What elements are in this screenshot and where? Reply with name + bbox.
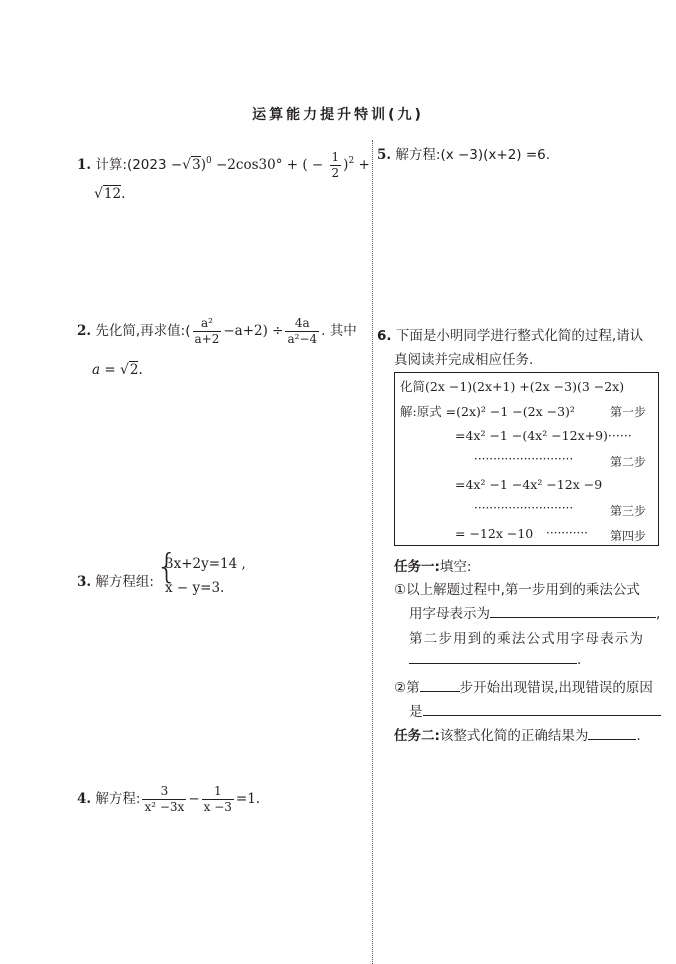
box-line-1: 化简(2x −1)(2x+1) +(2x −3)(3 −2x): [400, 379, 625, 394]
box-step-1-label: 第一步: [610, 405, 647, 419]
sqrt-icon: √: [182, 157, 192, 173]
task-1c-text: 第二步用到的乘法公式用字母表示为: [409, 631, 645, 647]
question-3-number: 3.: [77, 574, 92, 590]
box-line-2: 解:原式 =(2x)² −1 −(2x −3)²: [400, 404, 575, 419]
question-2-line2: [92, 362, 143, 378]
answer-blank-5[interactable]: [588, 727, 636, 740]
question-2-tail: . 其中: [321, 323, 357, 339]
question-2-f2-den: a²−4: [287, 332, 318, 346]
question-1-fraction: [330, 150, 342, 181]
task-1b-line: [409, 602, 660, 622]
question-2-line1: [77, 316, 357, 347]
box-line-5: =4x² −1 −4x² −12x −9: [455, 477, 603, 492]
question-2-given: a =: [92, 362, 116, 378]
box-dots-4: ···········: [546, 526, 588, 540]
question-4-f1-num: 3: [142, 784, 186, 800]
question-4-fraction1: [142, 784, 186, 815]
question-2-mid: −a+2) ÷: [223, 323, 284, 339]
question-1-number: 1.: [77, 157, 92, 173]
question-3-equation2: x − y=3.: [165, 580, 225, 596]
task-2b-line: [409, 700, 661, 720]
question-1-line1: [77, 150, 370, 181]
box-dots-3: ··························: [474, 501, 574, 515]
box-line-7: = −12x −10: [455, 526, 534, 541]
question-5-line: [377, 143, 550, 163]
question-1-line2: [94, 186, 125, 202]
task-2-title: 任务二:: [394, 728, 440, 744]
box-line-3: =4x² −1 −(4x² −12x+9)······: [455, 428, 632, 443]
question-5-number: 5.: [377, 147, 392, 163]
answer-blank-4[interactable]: [423, 703, 661, 716]
question-1-part5: +: [354, 157, 370, 173]
question-4-fraction2: [202, 784, 234, 815]
box-dots-2: ··························: [474, 452, 574, 466]
question-1-exp0: 0: [205, 156, 212, 166]
question-3-text: 解方程组:: [95, 574, 154, 590]
question-2-f1-den: a+2: [194, 332, 220, 346]
task-1d-end: .: [577, 652, 582, 668]
box-step-4-label: 第四步: [610, 529, 647, 543]
page-title: 运算能力提升特训(九): [252, 107, 424, 123]
question-2-f2-num: 4a: [285, 316, 319, 332]
task-1a-text: ①以上解题过程中,第一步用到的乘法公式: [394, 582, 640, 598]
question-3-system: [156, 547, 256, 600]
question-6-number: 6.: [377, 328, 392, 344]
question-1-fraction-num: 1: [331, 150, 340, 164]
task-1b-end: ,: [656, 606, 661, 622]
sqrt-icon: √: [94, 186, 103, 202]
answer-blank-1[interactable]: [490, 605, 656, 618]
question-2-end: .: [138, 362, 143, 378]
answer-blank-3[interactable]: [420, 679, 460, 692]
task-2a-post: 步开始出现错误,出现错误的原因: [459, 680, 653, 696]
task-1d-line: [409, 651, 581, 668]
answer-blank-2[interactable]: [409, 651, 577, 664]
question-6-line1: [377, 324, 643, 344]
task-2-line: [394, 724, 641, 744]
question-4-f2-num: 1: [202, 784, 234, 800]
question-1-paren: ): [200, 157, 206, 173]
task-2a-pre: ②第: [394, 680, 420, 696]
question-6-text2: 真阅读并完成相应任务.: [394, 352, 534, 368]
task-1-title: 任务一:: [394, 559, 440, 575]
question-4-tail: =1.: [235, 791, 261, 807]
question-2-fraction1: [193, 316, 222, 347]
question-3-equation1: 3x+2y=14 ,: [165, 556, 246, 572]
task-2b-text: 是: [409, 704, 423, 720]
task-2a-line: [394, 676, 653, 696]
question-4-text: 解方程:: [95, 791, 141, 807]
question-2-number: 2.: [77, 323, 92, 339]
task-2-end: .: [636, 728, 641, 744]
task-2-label: 该整式化简的正确结果为: [439, 728, 589, 744]
task-1-heading: [394, 555, 471, 575]
question-1-exp2: 2: [348, 156, 355, 166]
task-1-label: 填空:: [439, 559, 472, 575]
question-6-text1: 下面是小明同学进行整式化简的过程,请认: [395, 328, 644, 344]
column-divider: [372, 140, 373, 964]
question-2-text: 先化简,再求值:(: [95, 323, 191, 339]
question-2-fraction2: [285, 316, 319, 347]
question-3-label: [77, 570, 154, 590]
question-1-radicand: 3: [192, 157, 201, 173]
task-1b-text: 用字母表示为: [409, 606, 490, 622]
question-1-paren2: ): [343, 157, 349, 173]
question-1-end: .: [121, 186, 126, 202]
left-brace-icon: {: [156, 547, 178, 587]
box-step-3-label: 第三步: [610, 504, 647, 518]
question-2-radicand: 2: [129, 362, 139, 378]
question-4-minus: −: [188, 791, 200, 807]
box-step-2-label: 第二步: [610, 455, 647, 469]
question-4-f2-den: x −3: [203, 800, 232, 814]
question-1-text: 计算:(2023 −: [95, 157, 183, 173]
sqrt-icon: √: [119, 362, 129, 378]
question-2-f1-num: a²: [193, 316, 222, 332]
question-4-number: 4.: [77, 791, 92, 807]
question-1-part3: −2cos30° + ( −: [211, 157, 324, 173]
question-1-fraction-den: 2: [331, 166, 340, 180]
question-1-radicand2: 12: [103, 186, 122, 202]
question-5-text: 解方程:(x −3)(x+2) =6.: [395, 147, 551, 163]
question-4-f1-den: x² −3x: [144, 800, 185, 814]
question-4-line: [77, 784, 260, 815]
